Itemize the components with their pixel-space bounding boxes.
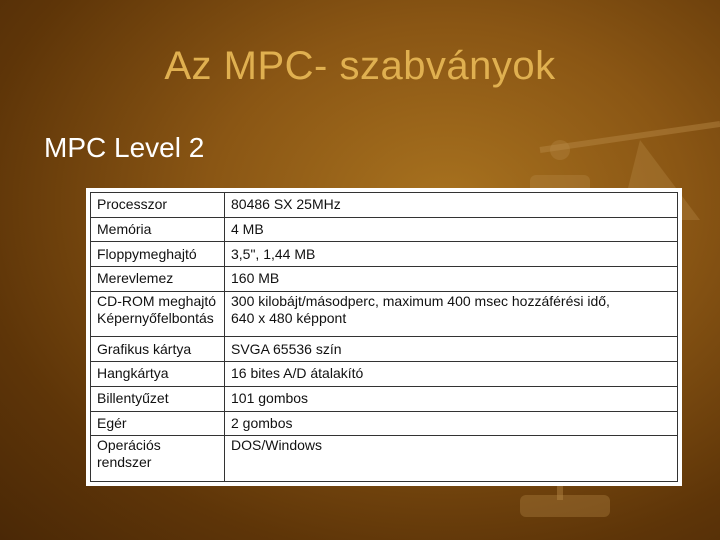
- row-label: Egér: [91, 411, 225, 436]
- row-label-line: Képernyőfelbontás: [97, 309, 214, 326]
- row-value: 4 MB: [225, 217, 678, 242]
- row-label: Floppymeghajtó: [91, 242, 225, 267]
- row-label: Grafikus kártya: [91, 337, 225, 362]
- row-value: 2 gombos: [225, 411, 678, 436]
- row-label: Billentyűzet: [91, 386, 225, 411]
- table-row: [91, 217, 678, 242]
- mpc-spec-table: [90, 192, 678, 482]
- row-value: 80486 SX 25MHz: [225, 193, 678, 218]
- table-row: [91, 242, 678, 267]
- row-value: 160 MB: [225, 267, 678, 292]
- table-row: [91, 193, 678, 218]
- slide-title: Az MPC- szabványok: [164, 44, 556, 88]
- row-label: Hangkártya: [91, 362, 225, 387]
- row-label: [91, 436, 225, 482]
- row-value-line: 640 x 480 képpont: [231, 309, 347, 326]
- row-label: Merevlemez: [91, 267, 225, 292]
- table-row: [91, 386, 678, 411]
- row-value: SVGA 65536 szín: [225, 337, 678, 362]
- row-value: [225, 291, 678, 337]
- row-label-line: rendszer: [97, 454, 152, 471]
- row-label: Memória: [91, 217, 225, 242]
- table-row: [91, 362, 678, 387]
- row-label: [91, 291, 225, 337]
- row-value: 101 gombos: [225, 386, 678, 411]
- table-row: [91, 436, 678, 482]
- row-value: 3,5", 1,44 MB: [225, 242, 678, 267]
- spec-table-container: [86, 188, 682, 486]
- table-row: [91, 411, 678, 436]
- row-label-line: Operációs: [97, 437, 161, 454]
- row-value: 16 bites A/D átalakító: [225, 362, 678, 387]
- slide-subtitle: MPC Level 2: [44, 132, 205, 163]
- row-value: DOS/Windows: [225, 436, 678, 482]
- table-row: [91, 337, 678, 362]
- table-row: [91, 291, 678, 337]
- row-label: Processzor: [91, 193, 225, 218]
- row-label-line: CD-ROM meghajtó: [97, 292, 217, 309]
- table-row: [91, 267, 678, 292]
- row-value-line: 300 kilobájt/másodperc, maximum 400 msec hozzáférési idő,: [231, 292, 610, 309]
